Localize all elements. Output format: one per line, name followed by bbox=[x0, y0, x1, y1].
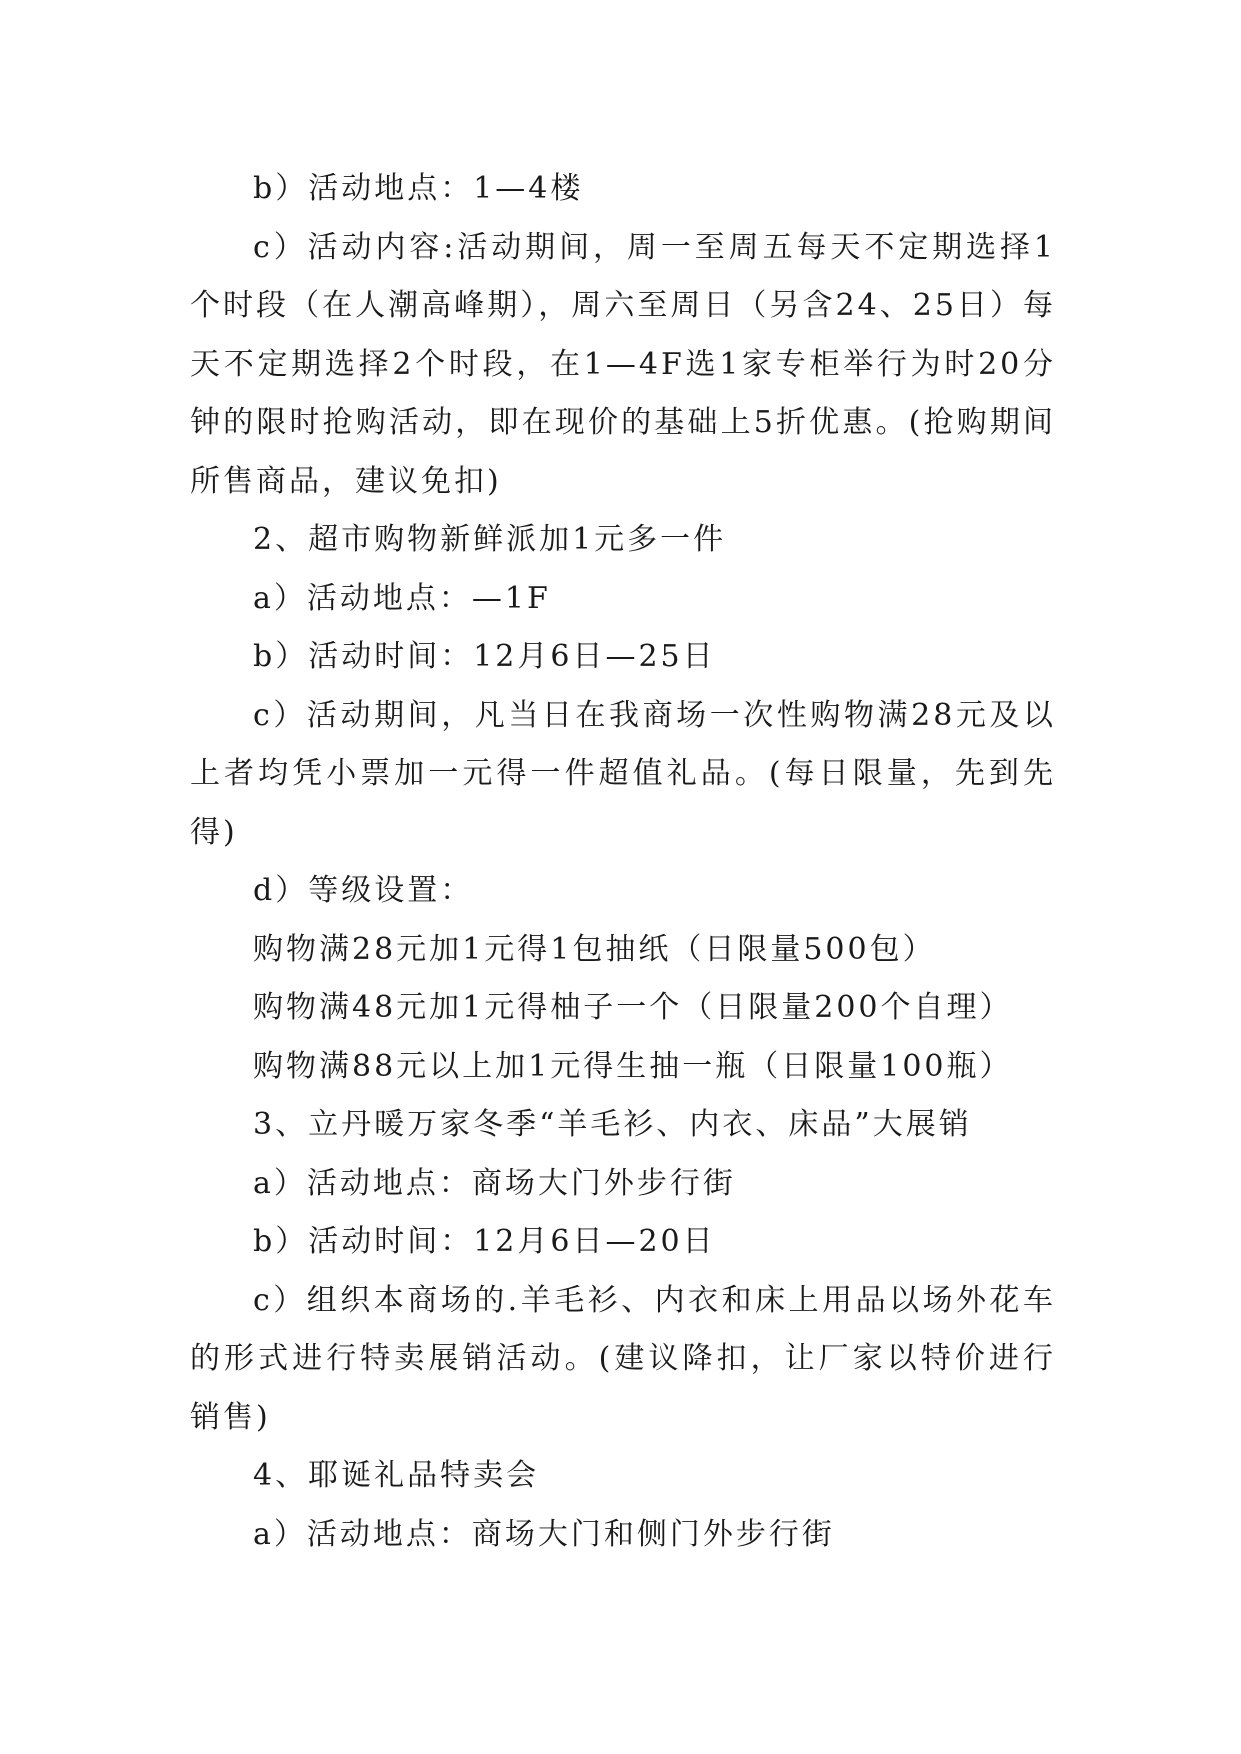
paragraph-winter-content: c）组织本商场的.羊毛衫、内衣和床上用品以场外花车的形式进行特卖展销活动。(建议降扣，让厂家以特价进行销售) bbox=[190, 1282, 1056, 1435]
paragraph-supermarket-content: c）活动期间，凡当日在我商场一次性购物满28元及以上者均凭小票加一元得一件超值礼品。(每日限量，先到先得) bbox=[190, 697, 1056, 850]
list-item-tier-48: 购物满48元加1元得柚子一个（日限量200个自理） bbox=[253, 990, 1013, 1025]
heading-supermarket-promotion: 2、超市购物新鲜派加1元多一件 bbox=[253, 522, 727, 557]
heading-winter-sale: 3、立丹暖万家冬季“羊毛衫、内衣、床品”大展销 bbox=[253, 1107, 972, 1142]
paragraph-winter-venue: a）活动地点：商场大门外步行街 bbox=[253, 1165, 736, 1201]
paragraph-supermarket-time: b）活动时间：12月6日—25日 bbox=[253, 639, 716, 674]
paragraph-venue-1-4f: b）活动地点：1—4楼 bbox=[253, 171, 584, 206]
paragraph-tier-settings: d）等级设置： bbox=[253, 873, 474, 908]
list-item-tier-88: 购物满88元以上加1元得生抽一瓶（日限量100瓶） bbox=[253, 1048, 1013, 1084]
heading-christmas-gift-sale: 4、耶诞礼品特卖会 bbox=[253, 1458, 540, 1493]
document-body bbox=[190, 160, 1056, 1564]
paragraph-flash-sale-content: c）活动内容:活动期间，周一至周五每天不定期选择1个时段（在人潮高峰期），周六至周日（另含24、25日）每天不定期选择2个时段，在1—4F选1家专柜举行为时20分钟的限时抢购活动，即在现价的基础上5折优惠。(抢购期间所售商品，建议免扣) bbox=[190, 229, 1056, 499]
paragraph-supermarket-venue: a）活动地点：—1F bbox=[253, 580, 551, 616]
paragraph-christmas-venue: a）活动地点：商场大门和侧门外步行街 bbox=[253, 1516, 835, 1552]
list-item-tier-28: 购物满28元加1元得1包抽纸（日限量500包） bbox=[253, 931, 936, 967]
paragraph-winter-time: b）活动时间：12月6日—20日 bbox=[253, 1224, 716, 1259]
